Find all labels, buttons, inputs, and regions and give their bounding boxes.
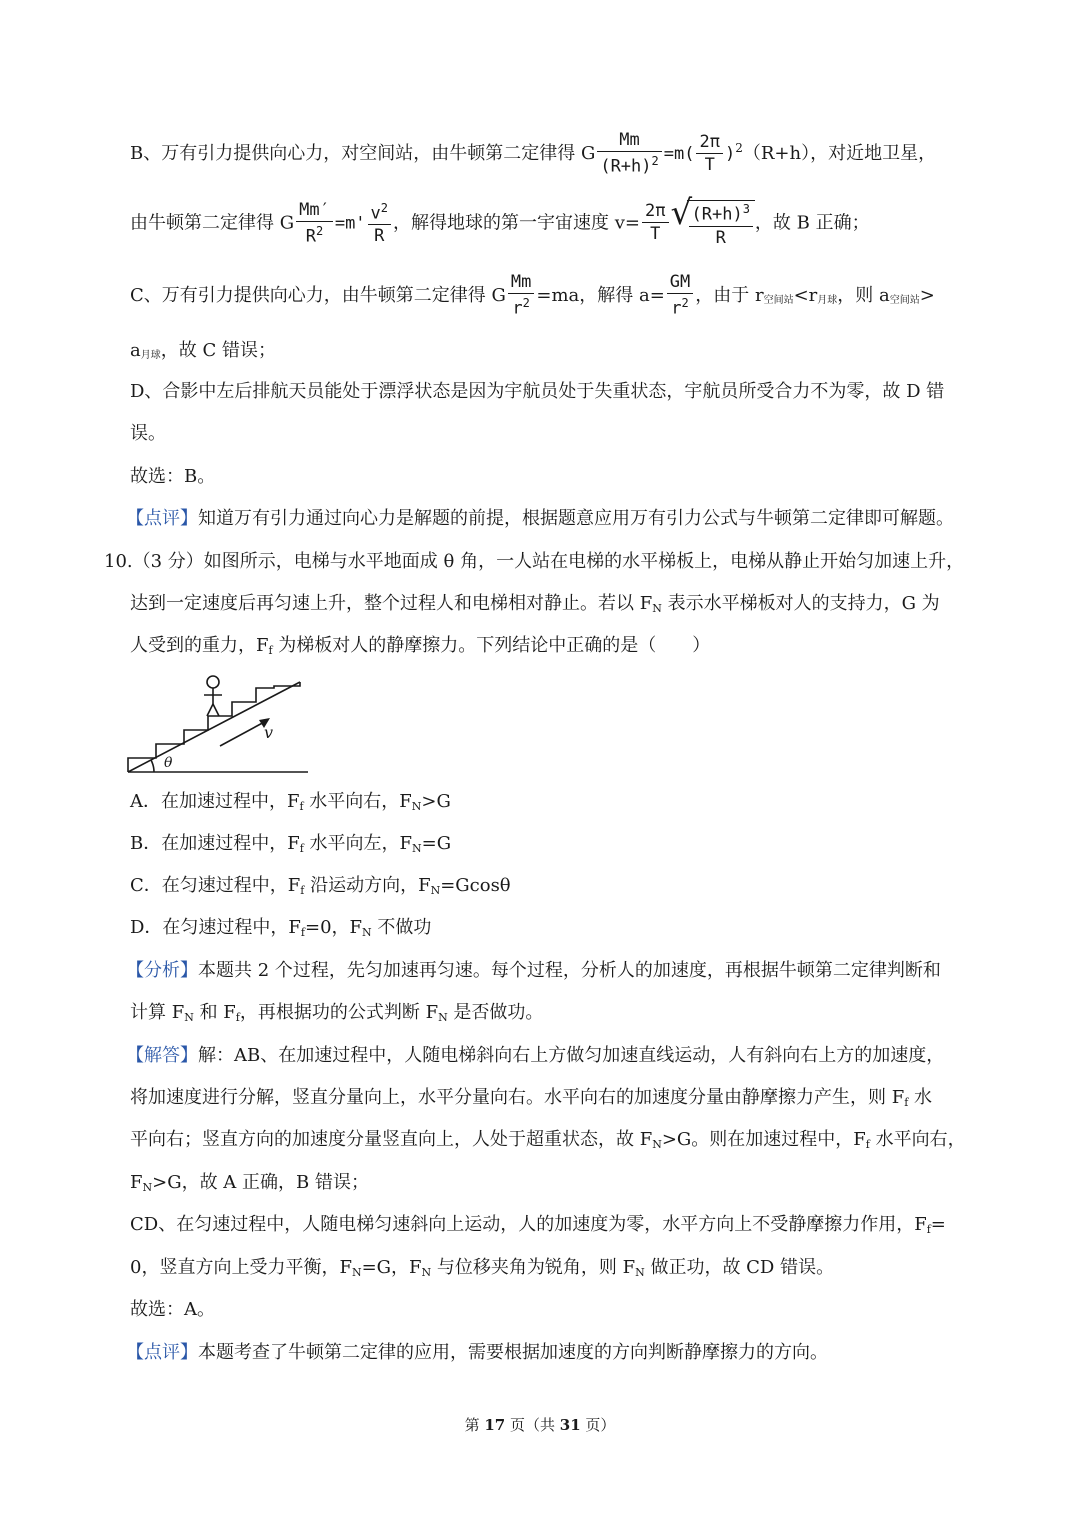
q10-review: 【点评】本题考查了牛顿第二定律的应用，需要根据加速度的方向判断静摩擦力的方向。 <box>126 1342 828 1363</box>
person-leg-right <box>213 704 219 716</box>
velocity-label: v <box>264 723 274 742</box>
fraction: $\frac{Mm}{r^2}$ <box>508 274 534 318</box>
fraction: $\frac{v^2}{R}$ <box>368 202 391 246</box>
person-head <box>207 676 219 688</box>
angle-label: θ <box>164 755 173 771</box>
sol9-b-line1: B、万有引力提供向心力，对空间站，由牛顿第二定律得 G $\frac{Mm}{(R+h)^2}$ =m( $\frac{2\pi}{T}$ )$^2$（R+h），对近地卫星， <box>130 130 937 177</box>
square-root <box>670 193 755 248</box>
q10-stem-line3: 人受到的重力，$F_f$ 为梯板对人的静摩擦力。下列结论中正确的是（ ） <box>130 635 711 657</box>
option-b: B．在加速过程中，$F_f$ 水平向左，$F_N=G$ <box>130 833 452 855</box>
answer-line6: 0，竖直方向上受力平衡，$F_N=G$，$F_N$ 与位移夹角为锐角，则 $F_N$ 做正功，故 CD 错误。 <box>130 1257 835 1279</box>
answer-line4: $F_N>G$，故 A 正确，B 错误； <box>130 1172 369 1194</box>
option-a: A．在加速过程中，$F_f$ 水平向右，$F_N>G$ <box>130 791 451 813</box>
person-leg-left <box>207 704 213 716</box>
q10-choice: 故选：A。 <box>130 1299 215 1320</box>
review-tag: 【点评】 <box>126 508 198 529</box>
sol9-review: 【点评】知道万有引力通过向心力是解题的前提，根据题意应用万有引力公式与牛顿第二定律即可解题。 <box>126 508 954 529</box>
page-footer: 第 17 页（共 31 页） <box>464 1416 616 1434</box>
page-number: 17 <box>484 1416 506 1434</box>
analysis-line2: 计算 $F_N$ 和 $F_f$，再根据功的公式判断 $F_N$ 是否做功。 <box>130 1002 544 1024</box>
velocity-arrow <box>220 720 268 746</box>
sol9-c-line1: C、万有引力提供向心力，由牛顿第二定律得 G $\frac{Mm}{r^2}$ =ma，解得 a= $\frac{GM}{r^2}$ ，由于 $r_{空间站}<r_{月球}$，则 $a_{空间站}>$ <box>130 272 935 319</box>
answer-line1: 【解答】解：AB、在加速过程中，人随电梯斜向右上方做匀加速直线运动，人有斜向右上方的加速度， <box>126 1045 945 1066</box>
fraction: $\frac{2\pi}{T}$ <box>642 203 668 243</box>
fraction: $\frac{(R+h)^3}{R}$ <box>689 203 753 247</box>
q10-stem-line1: 10.（3 分）如图所示，电梯与水平地面成 θ 角，一人站在电梯的水平梯板上，电梯从静止开始匀加速上升， <box>104 551 965 572</box>
answer-line3: 平向右；竖直方向的加速度分量竖直向上，人处于超重状态，故 $F_N>G$。则在加速过程中，$F_f$ 水平向右， <box>130 1129 966 1151</box>
analysis-line1: 【分析】本题共 2 个过程，先匀加速再匀速。每个过程，分析人的加速度，再根据牛顿第二定律判断和 <box>126 960 941 981</box>
radical-icon: √ <box>670 193 693 233</box>
fraction: $\frac{GM}{r^2}$ <box>667 274 693 318</box>
page-total: 31 <box>559 1416 581 1434</box>
fraction: $\frac{Mm}{(R+h)^2}$ <box>597 132 661 176</box>
sol9-d-line2: 误。 <box>130 423 166 444</box>
answer-tag: 【解答】 <box>126 1045 198 1066</box>
sol9-b-line2: 由牛顿第二定律得 G $\frac{Mm'}{R^2}$ =m' $\frac{v^2}{R}$ ，解得地球的第一宇宙速度 v= $\frac{2\pi}{T}$ √ $\frac{(R+h)^3}{R}$ ，故 B 正确； <box>130 193 870 248</box>
analysis-tag: 【分析】 <box>126 960 198 981</box>
angle-arc <box>151 760 154 772</box>
review-tag: 【点评】 <box>126 1342 198 1363</box>
fraction: $\frac{2\pi}{T}$ <box>696 134 722 174</box>
option-d: D．在匀速过程中，$F_f=0$，$F_N$ 不做功 <box>130 917 432 939</box>
q10-stem-line2: 达到一定速度后再匀速上升，整个过程人和电梯相对静止。若以 $F_N$ 表示水平梯板对人的支持力，G 为 <box>130 593 940 615</box>
fraction: $\frac{Mm'}{R^2}$ <box>296 202 333 246</box>
option-c: C．在匀速过程中，$F_f$ 沿运动方向，$F_N=Gcos\theta$ <box>130 875 511 897</box>
sol9-c-line2: $a_{月球}$，故 C 错误； <box>130 340 276 361</box>
answer-line2: 将加速度进行分解，竖直分量向上，水平分量向右。水平向右的加速度分量由静摩擦力产生，则 $F_f$ 水 <box>130 1087 933 1109</box>
answer-line5: CD、在匀速过程中，人随电梯匀速斜向上运动，人的加速度为零，水平方向上不受静摩擦力作用，$F_f=$ <box>130 1214 946 1236</box>
escalator-figure <box>124 668 314 778</box>
sol9-choice: 故选：B。 <box>130 466 216 487</box>
sol9-d-line1: D、合影中左后排航天员能处于漂浮状态是因为宇航员处于失重状态，宇航员所受合力不为零，故 D 错 <box>130 381 945 402</box>
